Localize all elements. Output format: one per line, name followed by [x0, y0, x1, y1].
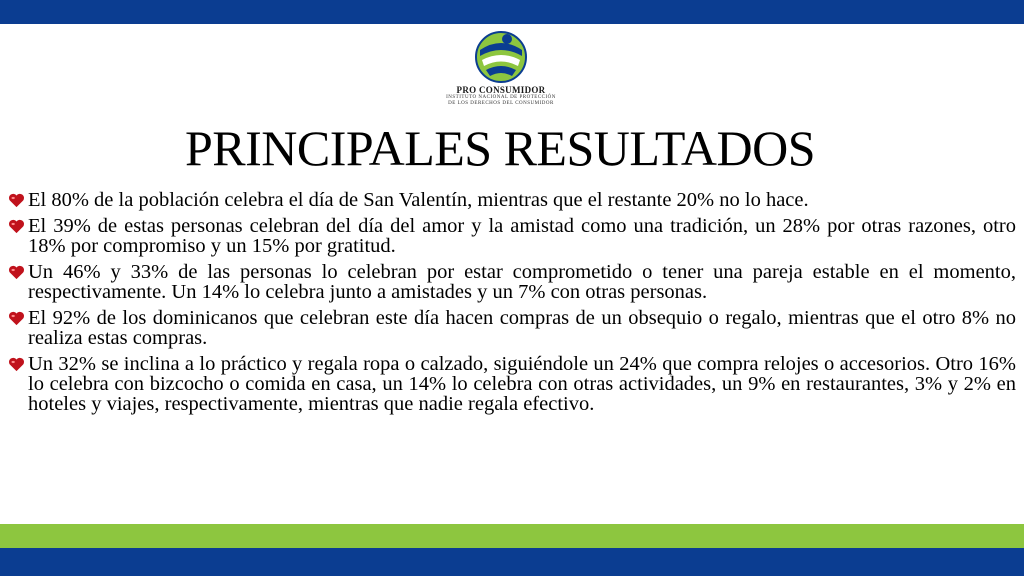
results-list	[8, 190, 1016, 420]
list-item	[8, 190, 1016, 210]
heart-icon	[8, 219, 25, 234]
list-item	[8, 262, 1016, 302]
list-item-text: El 92% de los dominicanos que celebran este día hacen compras de un obsequio o regalo, mientras que el otro 8% no realiza estas compras.	[28, 307, 1016, 349]
logo-subtitle-line2: DE LOS DERECHOS DEL CONSUMIDOR	[448, 101, 554, 106]
bottom-blue-bar	[0, 548, 1024, 576]
list-item	[8, 216, 1016, 256]
heart-icon	[8, 357, 25, 372]
list-item	[8, 308, 1016, 348]
page-title: PRINCIPALES RESULTADOS	[184, 120, 816, 176]
list-item-text: El 39% de estas personas celebran del día del amor y la amistad como una tradición, un 28% por otras razones, otro 18% por compromiso y un 15% por gratitud.	[28, 215, 1016, 257]
list-item-text: Un 46% y 33% de las personas lo celebran por estar comprometido o tener una pareja estable en el momento, respectivamente. Un 14% lo celebra junto a amistades y un 7% con otras personas.	[28, 261, 1016, 303]
list-item	[8, 354, 1016, 414]
heart-icon	[8, 193, 25, 208]
logo-subtitle-line1: INSTITUTO NACIONAL DE PROTECCIÓN	[446, 95, 556, 100]
logo-emblem-icon	[474, 30, 528, 84]
logo-name: PRO CONSUMIDOR	[456, 85, 546, 95]
list-item-text: Un 32% se inclina a lo práctico y regala ropa o calzado, siguiéndole un 24% que compra relojes o accesorios. Otro 16% lo celebra con bizcocho o comida en casa, un 14% lo celebra con otras actividades, un 9% en restaurantes, 3% y 2% en hoteles y viajes, respectivamente, mientras que nadie regala efectivo.	[28, 353, 1016, 415]
bottom-green-bar	[0, 524, 1024, 548]
heart-icon	[8, 265, 25, 280]
list-item-text: El 80% de la población celebra el día de San Valentín, mientras que el restante 20% no lo hace.	[28, 189, 809, 211]
pro-consumidor-logo	[446, 30, 556, 114]
heart-icon	[8, 311, 25, 326]
top-blue-bar	[0, 0, 1024, 24]
